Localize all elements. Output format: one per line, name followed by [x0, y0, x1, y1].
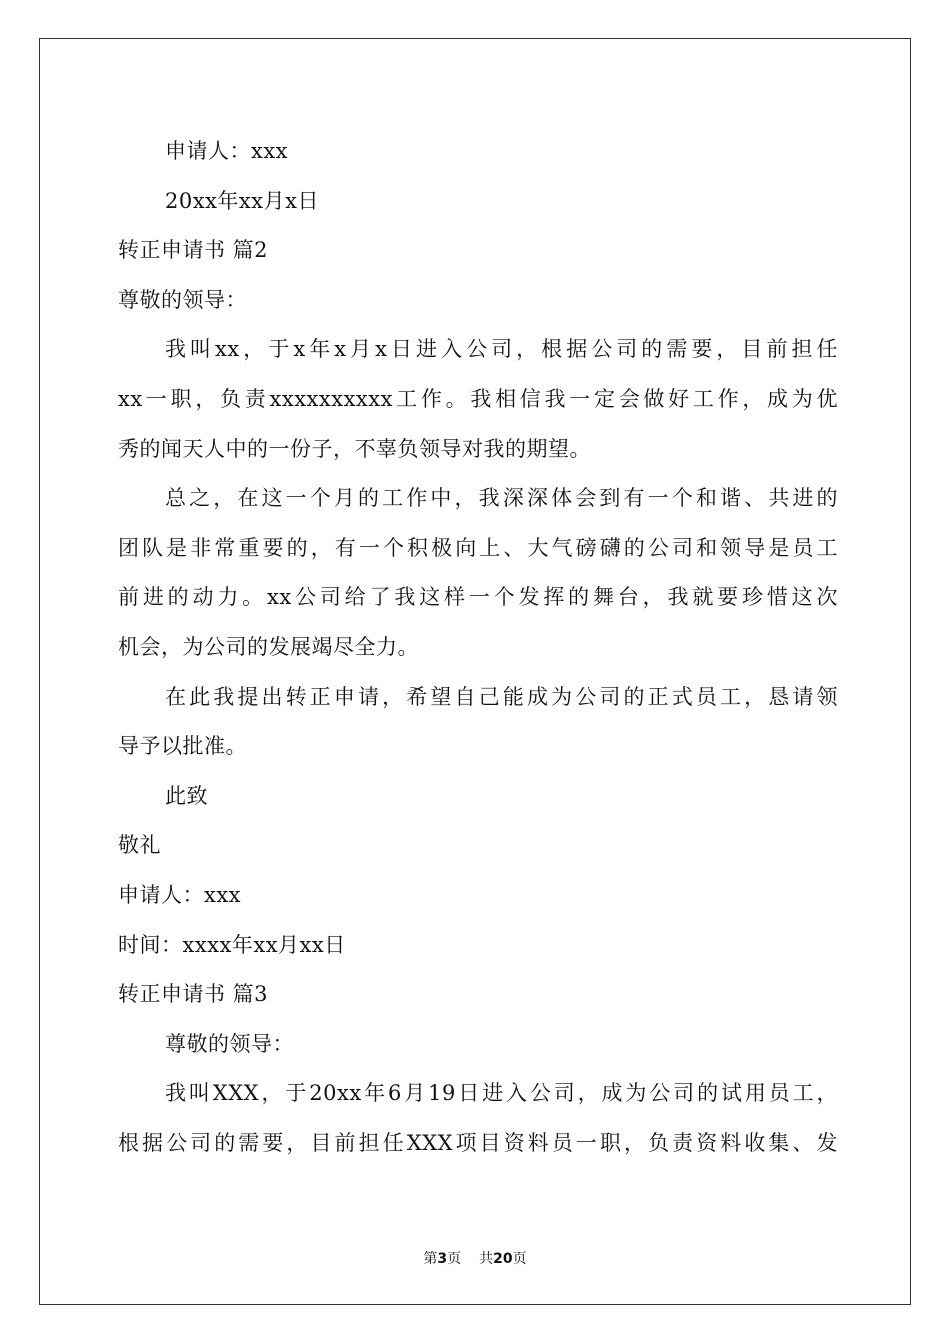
text-line: 机会，为公司的发展竭尽全力。 — [118, 634, 419, 659]
text-line: 前进的动力。xx公司给了我这样一个发挥的舞台，我就要珍惜这次 — [118, 585, 838, 610]
closing-line: 此致 — [165, 783, 208, 808]
date-line: 时间：xxxx年xx月xx日 — [118, 932, 346, 957]
text-line: 我叫XXX，于20xx年6月19日进入公司，成为公司的试用员工， — [165, 1081, 838, 1106]
text-line: 团队是非常重要的，有一个积极向上、大气磅礴的公司和领导是员工 — [118, 535, 838, 560]
total-prefix: 共 — [479, 1251, 494, 1267]
text-line: xx一职，负责xxxxxxxxxx工作。我相信我一定会做好工作，成为优 — [118, 386, 838, 411]
salutation: 尊敬的领导： — [165, 1031, 294, 1056]
text-line: 导予以批准。 — [118, 734, 247, 759]
text-line: 20xx年xx月x日 — [165, 188, 319, 213]
page-suffix: 页 — [447, 1251, 462, 1267]
salutation: 尊敬的领导： — [118, 287, 247, 312]
text-line: 我叫xx，于x年x月x日进入公司，根据公司的需要，目前担任 — [165, 337, 838, 362]
page-footer — [0, 1248, 950, 1268]
page-prefix: 第 — [423, 1251, 438, 1267]
document-body — [118, 127, 838, 1168]
total-suffix: 页 — [512, 1251, 527, 1267]
closing-line: 敬礼 — [118, 833, 161, 858]
text-line: 根据公司的需要，目前担任XXX项目资料员一职，负责资料收集、发 — [118, 1130, 838, 1155]
text-line: 申请人：xxx — [165, 139, 289, 163]
applicant-line: 申请人：xxx — [118, 882, 242, 907]
page-number: 3 — [437, 1251, 448, 1267]
section-heading: 转正申请书 篇2 — [118, 238, 269, 263]
text-line: 秀的闻天人中的一份子，不辜负领导对我的期望。 — [118, 436, 591, 461]
text-line: 在此我提出转正申请，希望自己能成为公司的正式员工，恳请领 — [165, 684, 838, 709]
section-heading: 转正申请书 篇3 — [118, 982, 269, 1007]
total-pages: 20 — [493, 1251, 513, 1267]
text-line: 总之，在这一个月的工作中，我深深体会到有一个和谐、共进的 — [165, 486, 838, 511]
